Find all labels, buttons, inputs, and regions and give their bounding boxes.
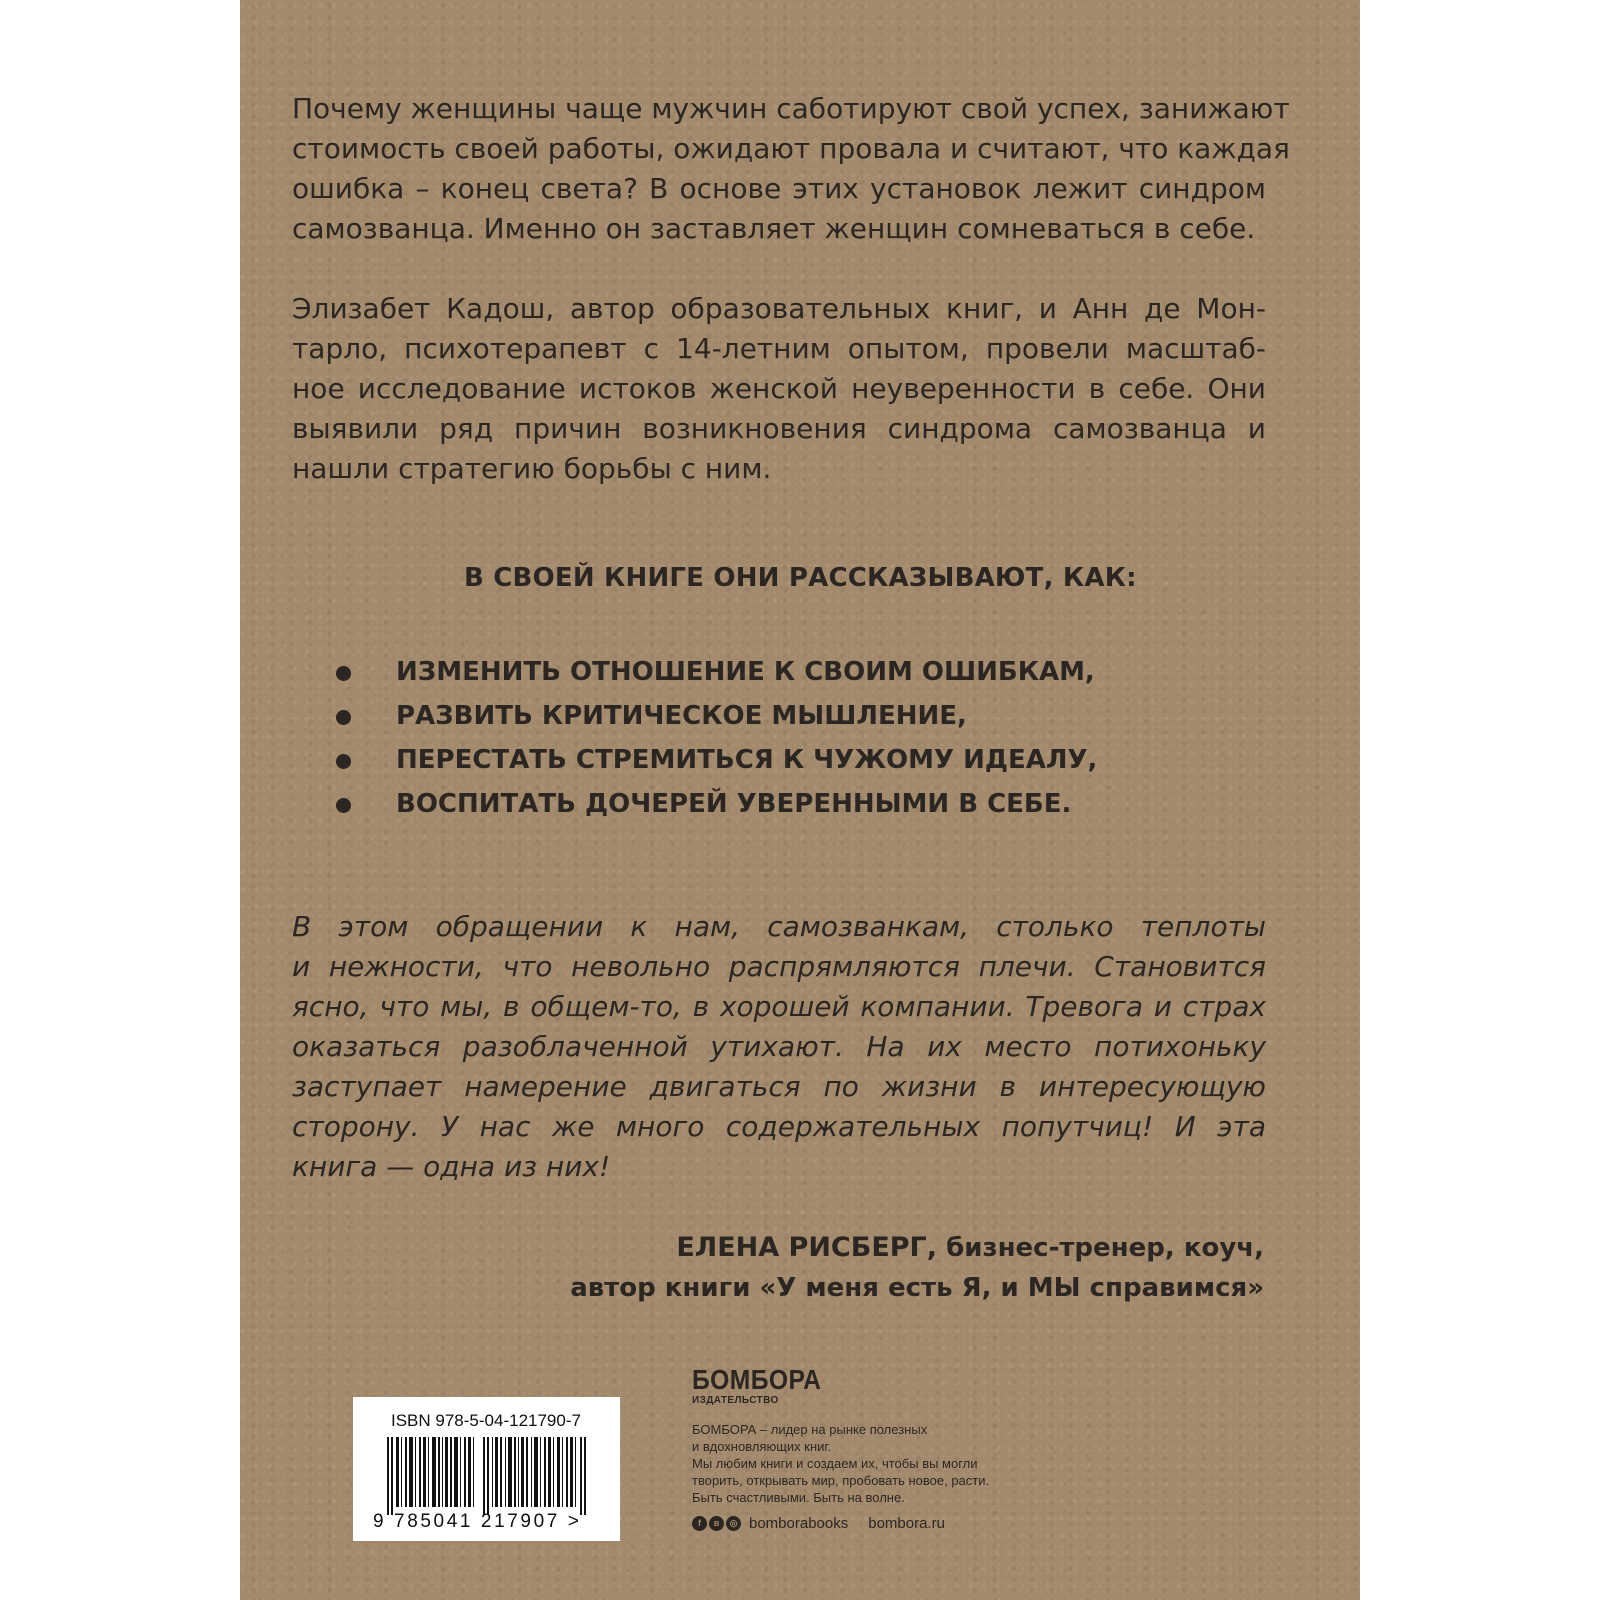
intro-line: ошибка – конец света? В основе этих установок лежит синдром [292, 172, 1266, 205]
publisher-desc-line: Быть счастливыми. Быть на волне. [692, 1490, 905, 1505]
publisher-subtitle: ИЗДАТЕЛЬСТВО [692, 1395, 779, 1406]
list-heading: В СВОЕЙ КНИГЕ ОНИ РАССКАЗЫВАЮТ, КАК: [464, 563, 1137, 593]
vk-icon: в [709, 1516, 724, 1531]
publisher-description [692, 1421, 989, 1506]
authors-line: нашли стратегию борьбы с ним. [292, 452, 772, 485]
intro-line: стоимость своей работы, ожидают провала и считают, что каждая [292, 132, 1290, 165]
isbn-barcode-label [353, 1397, 620, 1541]
barcode-digits: 9 785041 217907 > [373, 1511, 582, 1532]
list-item [336, 738, 1097, 782]
authors-line: выявили ряд причин возникновения синдрома самозванца и [292, 412, 1266, 445]
intro-line: самозванца. Именно он заставляет женщин сомневаться в себе. [292, 212, 1256, 245]
publisher-logo: БОМБОРА [692, 1364, 822, 1395]
intro-line: Почему женщины чаще мужчин саботируют свой успех, занижают [292, 92, 1290, 125]
bullet-icon [336, 798, 351, 813]
bullet-icon [336, 754, 351, 769]
publisher-desc-line: творить, открывать мир, пробовать новое, расти. [692, 1473, 990, 1488]
quote-line: В этом обращении к нам, самозванкам, столько теплоты [292, 910, 1266, 943]
authors-paragraph [292, 289, 1266, 489]
publisher-desc-line: БОМБОРА – лидер на рынке полезных [692, 1422, 928, 1437]
quote-line: оказаться разоблаченной утихают. На их место потихоньку [292, 1030, 1266, 1063]
authors-line: тарло, психотерапевт с 14-летним опытом, провели масштаб- [292, 332, 1266, 365]
quote-line: книга — одна из них! [292, 1150, 611, 1183]
list-item [336, 694, 1097, 738]
review-quote [292, 907, 1266, 1187]
facebook-icon: f [692, 1516, 707, 1531]
isbn-number: ISBN 978-5-04-121790-7 [391, 1411, 581, 1430]
intro-paragraph [292, 89, 1290, 249]
reviewer-role: бизнес-тренер, коуч, [937, 1233, 1264, 1263]
authors-line: Элизабет Кадош, автор образовательных книг, и Анн де Мон- [292, 292, 1266, 325]
list-item [336, 782, 1097, 826]
quote-line: заступает намерение двигаться по жизни в интересующую [292, 1070, 1266, 1103]
reviewer-name: ЕЛЕНА РИСБЕРГ, [676, 1232, 938, 1263]
quote-line: ясно, что мы, в общем-то, в хорошей компании. Тревога и страх [292, 990, 1266, 1023]
instagram-icon: ◎ [726, 1516, 741, 1531]
list-item-text: ПЕРЕСТАТЬ СТРЕМИТЬСЯ К ЧУЖОМУ ИДЕАЛУ, [396, 745, 1098, 775]
publisher-desc-line: и вдохновляющих книг. [692, 1439, 832, 1454]
bullet-icon [336, 710, 351, 725]
publisher-social [692, 1515, 989, 1532]
list-item [336, 650, 1097, 694]
barcode-image [387, 1437, 587, 1515]
list-item-text: ИЗМЕНИТЬ ОТНОШЕНИЕ К СВОИМ ОШИБКАМ, [396, 657, 1095, 687]
bullet-icon [336, 666, 351, 681]
authors-line: ное исследование истоков женской неуверенности в себе. Они [292, 372, 1266, 405]
list-item-text: РАЗВИТЬ КРИТИЧЕСКОЕ МЫШЛЕНИЕ, [396, 701, 967, 731]
quote-line: и нежности, что невольно распрямляются плечи. Становится [292, 950, 1266, 983]
social-handle: bomborabooks [749, 1515, 849, 1532]
publisher-website: bombora.ru [868, 1515, 945, 1532]
publisher-desc-line: Мы любим книги и создаем их, чтобы вы могли [692, 1456, 978, 1471]
attribution-name-line [570, 1228, 1264, 1268]
quote-line: сторону. У нас же много содержательных попутчиц! И эта [292, 1110, 1266, 1143]
list-item-text: ВОСПИТАТЬ ДОЧЕРЕЙ УВЕРЕННЫМИ В СЕБЕ. [396, 789, 1072, 819]
publisher-block [692, 1365, 989, 1532]
quote-attribution [570, 1228, 1264, 1308]
reviewer-book: автор книги «У меня есть Я, и МЫ справимся» [570, 1273, 1264, 1303]
benefits-list [336, 650, 1097, 826]
book-back-cover [240, 0, 1360, 1600]
